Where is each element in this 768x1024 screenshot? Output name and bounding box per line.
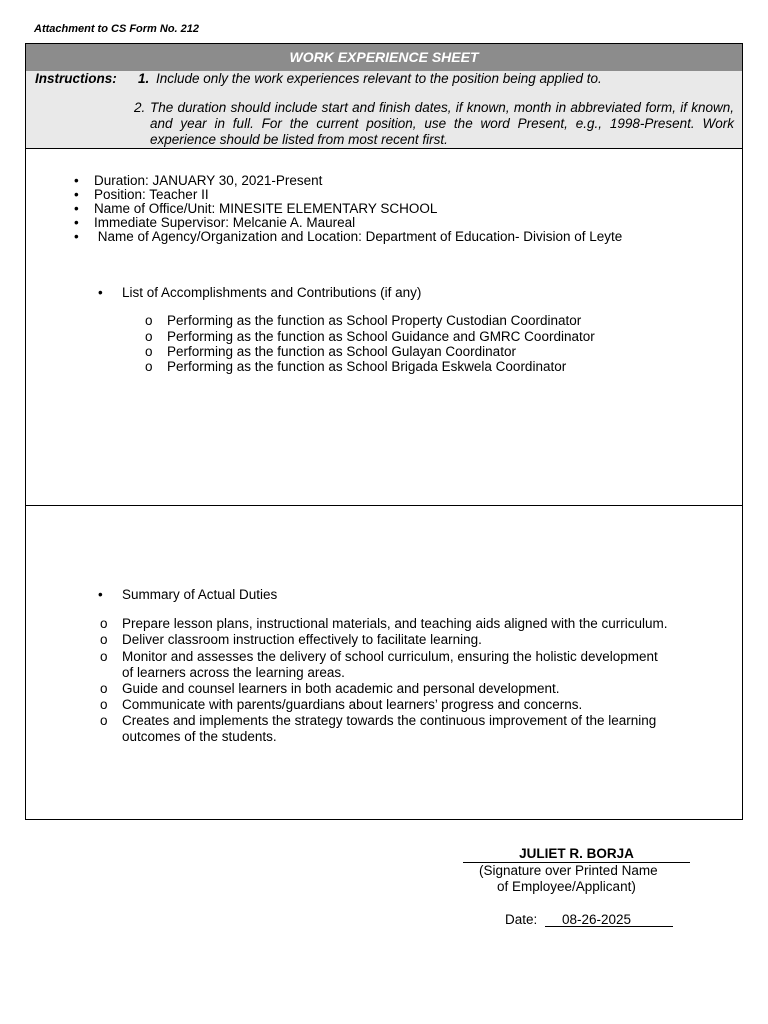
instruction-2-number: 2. xyxy=(134,100,146,115)
sub-bullet-icon: o xyxy=(145,344,153,359)
duty-item: Creates and implements the strategy towards the continuous improvement of the learning xyxy=(122,713,657,728)
experience-details-section xyxy=(26,149,742,506)
bullet-icon: • xyxy=(74,187,79,202)
duty-item: Monitor and assesses the delivery of school curriculum, ensuring the holistic development xyxy=(122,649,658,664)
duty-item-continuation: of learners across the learning areas. xyxy=(122,665,345,680)
date-label: Date: xyxy=(505,912,538,927)
sub-bullet-icon: o xyxy=(145,313,153,328)
bullet-icon: • xyxy=(98,285,103,300)
bullet-icon: • xyxy=(98,587,103,602)
duty-item-continuation: outcomes of the students. xyxy=(122,729,277,744)
office-unit-line: Name of Office/Unit: MINESITE ELEMENTARY SCHOOL xyxy=(94,201,438,216)
duty-item: Communicate with parents/guardians about learners’ progress and concerns. xyxy=(122,697,583,712)
signature-name: JULIET R. BORJA xyxy=(463,846,690,863)
bullet-icon: • xyxy=(74,201,79,216)
sub-bullet-icon: o xyxy=(100,649,108,664)
sub-bullet-icon: o xyxy=(100,713,108,728)
actual-duties-section xyxy=(26,506,742,819)
bullet-icon: • xyxy=(74,215,79,230)
sub-bullet-icon: o xyxy=(100,681,108,696)
duration-line: Duration: JANUARY 30, 2021-Present xyxy=(94,173,323,188)
supervisor-line: Immediate Supervisor: Melcanie A. Maureal xyxy=(94,215,356,230)
instruction-1-text: Include only the work experiences relevant to the position being applied to. xyxy=(156,71,602,86)
duties-heading: Summary of Actual Duties xyxy=(122,587,278,602)
sub-bullet-icon: o xyxy=(100,697,108,712)
accomplishment-item: Performing as the function as School Gulayan Coordinator xyxy=(167,344,516,359)
instruction-1-number: 1. xyxy=(138,71,150,86)
sub-bullet-icon: o xyxy=(145,359,153,374)
accomplishment-item: Performing as the function as School Property Custodian Coordinator xyxy=(167,313,582,328)
sub-bullet-icon: o xyxy=(100,632,108,647)
duty-item: Guide and counsel learners in both academic and personal development. xyxy=(122,681,560,696)
bullet-icon: • xyxy=(74,173,79,188)
signature-caption-line1: (Signature over Printed Name xyxy=(479,863,658,878)
sub-bullet-icon: o xyxy=(100,616,108,631)
attachment-label: Attachment to CS Form No. 212 xyxy=(34,23,200,35)
agency-line: Name of Agency/Organization and Location: Department of Education- Division of Leyte xyxy=(94,229,623,244)
accomplishment-item: Performing as the function as School Brigada Eskwela Coordinator xyxy=(167,359,567,374)
accomplishment-item: Performing as the function as School Guidance and GMRC Coordinator xyxy=(167,329,595,344)
accomplishments-heading: List of Accomplishments and Contributions (if any) xyxy=(122,285,422,300)
sub-bullet-icon: o xyxy=(145,329,153,344)
instructions-panel xyxy=(26,71,742,149)
instructions-label: Instructions: xyxy=(35,71,117,86)
duty-item: Deliver classroom instruction effectively to facilitate learning. xyxy=(122,632,482,647)
instruction-2-text: The duration should include start and finish dates, if known, month in abbreviated form, if known, and year in full. For the current position, use the word Present, e.g., 1998-Present. Work experience should be listed from most recent first. xyxy=(150,100,734,147)
signature-caption-line2: of Employee/Applicant) xyxy=(497,879,636,894)
date-value: 08-26-2025 xyxy=(545,912,673,927)
position-line: Position: Teacher II xyxy=(94,187,209,202)
duty-item: Prepare lesson plans, instructional materials, and teaching aids aligned with the curriculum. xyxy=(122,616,668,631)
work-experience-sheet xyxy=(25,43,743,820)
sheet-title: WORK EXPERIENCE SHEET xyxy=(26,44,742,72)
bullet-icon: • xyxy=(74,229,79,244)
